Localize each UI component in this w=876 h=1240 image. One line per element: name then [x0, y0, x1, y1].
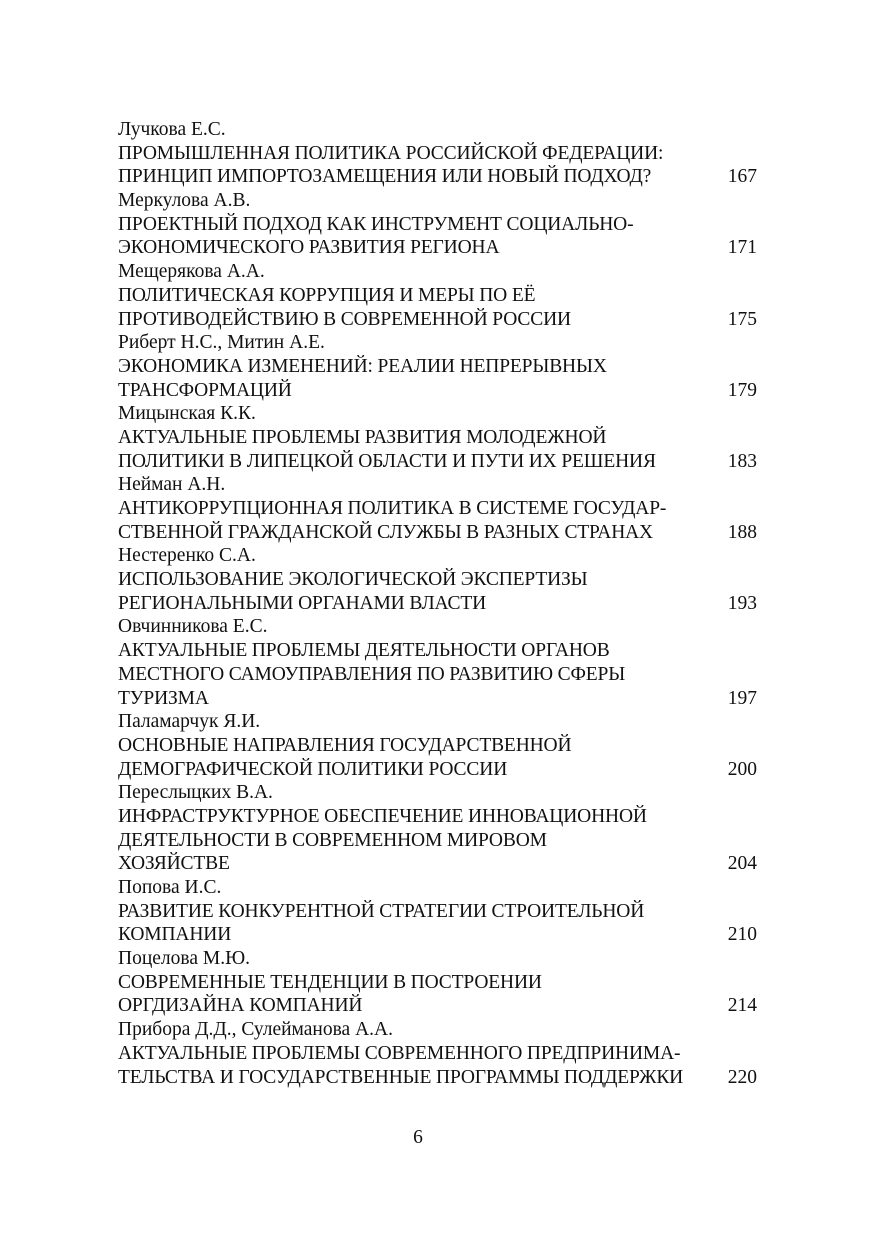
toc-entry-title-text: АКТУАЛЬНЫЕ ПРОБЛЕМЫ ДЕЯТЕЛЬНОСТИ ОРГАНОВ [118, 640, 610, 662]
toc-entry-author: Риберт Н.С., Митин А.Е. [118, 332, 325, 354]
toc-entry-title-line [118, 213, 758, 237]
toc-entry-title-line [118, 497, 758, 521]
toc-entry-title-text: СТВЕННОЙ ГРАЖДАНСКОЙ СЛУЖБЫ В РАЗНЫХ СТРАНАХ [118, 521, 653, 543]
toc-entry-title-text: ЭКОНОМИЧЕСКОГО РАЗВИТИЯ РЕГИОНА [118, 237, 500, 259]
toc-entry-title-line [118, 994, 758, 1018]
toc-entry [118, 331, 758, 402]
toc-entry-page-number: 175 [727, 308, 757, 330]
toc-entry-title-text: ПРОТИВОДЕЙСТВИЮ В СОВРЕМЕННОЙ РОССИИ [118, 308, 571, 330]
toc-entry-title-line [118, 663, 758, 687]
toc-entry [118, 947, 758, 1018]
toc-entry-title-line [118, 639, 758, 663]
toc-entry-page-number: 183 [727, 450, 757, 472]
toc-entry-author: Лучкова Е.С. [118, 119, 226, 140]
page-number-footer: 6 [413, 1127, 423, 1148]
toc-entry-title-line [118, 568, 758, 592]
toc-entry-page-number: 220 [727, 1066, 757, 1088]
toc-entry-title-line [118, 592, 758, 616]
toc-entry-title-text: ОРГДИЗАЙНА КОМПАНИЙ [118, 995, 363, 1017]
toc-entry [118, 781, 758, 876]
toc-entry-author: Поцелова М.Ю. [118, 948, 251, 970]
toc-entry [118, 118, 758, 189]
toc-entry-author: Переслыцких В.А. [118, 782, 273, 804]
toc-entry-title-text: МЕСТНОГО САМОУПРАВЛЕНИЯ ПО РАЗВИТИЮ СФЕРЫ [118, 663, 626, 685]
toc-entry-title-line [118, 142, 758, 166]
toc-entry-title-text: ПРИНЦИП ИМПОРТОЗАМЕЩЕНИЯ ИЛИ НОВЫЙ ПОДХОД? [118, 166, 652, 188]
toc-entry-title-line [118, 426, 758, 450]
toc-entry-title-text: ПРОЕКТНЫЙ ПОДХОД КАК ИНСТРУМЕНТ СОЦИАЛЬНО- [118, 213, 634, 235]
toc-entry-page-number: 171 [727, 237, 757, 259]
toc-entry-title-line [118, 450, 758, 474]
toc-entry-page-number: 204 [727, 853, 757, 875]
toc-entry [118, 473, 758, 544]
toc-entry-title-line [118, 308, 758, 332]
toc-entry-author: Нейман А.Н. [118, 474, 226, 496]
toc-entry-title-text: ДЕЯТЕЛЬНОСТИ В СОВРЕМЕННОМ МИРОВОМ [118, 829, 547, 851]
toc-entry-title-line [118, 379, 758, 403]
toc-entry [118, 544, 758, 615]
toc-entry [118, 876, 758, 947]
toc-entry-author: Меркулова А.В. [118, 190, 251, 212]
toc-entry-title-text: ПОЛИТИКИ В ЛИПЕЦКОЙ ОБЛАСТИ И ПУТИ ИХ РЕШЕНИЯ [118, 450, 656, 472]
toc-entry [118, 710, 758, 781]
toc-entry-author: Прибора Д.Д., Сулейманова А.А. [118, 1019, 393, 1041]
toc-entry [118, 402, 758, 473]
toc-entry-page-number: 200 [727, 758, 757, 780]
toc-entry-title-text: ТРАНСФОРМАЦИЙ [118, 379, 292, 401]
toc-entry-title-line [118, 355, 758, 379]
toc-entry-title-text: ТЕЛЬСТВА И ГОСУДАРСТВЕННЫЕ ПРОГРАММЫ ПОДДЕРЖКИ [118, 1066, 684, 1088]
toc-entry-page-number: 167 [727, 166, 757, 188]
toc-entry-page-number: 179 [727, 379, 757, 401]
toc-entry-title-line [118, 852, 758, 876]
toc-entry-title-line [118, 521, 758, 545]
toc-entry-title-line [118, 923, 758, 947]
toc-entry-title-line [118, 284, 758, 308]
table-of-contents [118, 118, 758, 1089]
toc-entry-author: Попова И.С. [118, 877, 222, 898]
toc-entry [118, 260, 758, 331]
toc-entry-title-text: ПРОМЫШЛЕННАЯ ПОЛИТИКА РОССИЙСКОЙ ФЕДЕРАЦИИ: [118, 142, 664, 164]
toc-entry-page-number: 197 [727, 687, 757, 709]
toc-entry-title-text: КОМПАНИИ [118, 924, 232, 946]
toc-entry-title-line [118, 687, 758, 711]
toc-entry-page-number: 193 [727, 592, 757, 614]
toc-entry-page-number: 214 [727, 995, 757, 1017]
toc-entry-title-text: ТУРИЗМА [118, 687, 209, 709]
toc-entry [118, 615, 758, 710]
toc-entry-title-text: РАЗВИТИЕ КОНКУРЕНТНОЙ СТРАТЕГИИ СТРОИТЕЛЬНОЙ [118, 900, 645, 922]
toc-entry-author: Овчинникова Е.С. [118, 616, 268, 638]
toc-entry-title-line [118, 1066, 758, 1090]
toc-entry-author: Нестеренко С.А. [118, 545, 256, 567]
toc-entry-title-line [118, 734, 758, 758]
toc-entry-title-line [118, 165, 758, 189]
toc-entry-title-text: ОСНОВНЫЕ НАПРАВЛЕНИЯ ГОСУДАРСТВЕННОЙ [118, 734, 572, 756]
toc-entry-page-number: 210 [727, 924, 757, 946]
toc-entry-title-text: АНТИКОРРУПЦИОННАЯ ПОЛИТИКА В СИСТЕМЕ ГОСУДАР- [118, 498, 667, 519]
toc-entry-title-text: ЭКОНОМИКА ИЗМЕНЕНИЙ: РЕАЛИИ НЕПРЕРЫВНЫХ [118, 355, 607, 377]
toc-entry-title-text: СОВРЕМЕННЫЕ ТЕНДЕНЦИИ В ПОСТРОЕНИИ [118, 971, 542, 993]
toc-entry-title-line [118, 900, 758, 924]
toc-entry-title-text: ДЕМОГРАФИЧЕСКОЙ ПОЛИТИКИ РОССИИ [118, 758, 508, 780]
toc-entry-page-number: 188 [727, 521, 757, 543]
toc-entry [118, 189, 758, 260]
toc-entry-title-line [118, 1042, 758, 1066]
toc-entry-title-text: ХОЗЯЙСТВЕ [118, 853, 230, 875]
toc-entry-title-text: ИНФРАСТРУКТУРНОЕ ОБЕСПЕЧЕНИЕ ИННОВАЦИОННОЙ [118, 805, 647, 827]
toc-entry-title-text: ПОЛИТИЧЕСКАЯ КОРРУПЦИЯ И МЕРЫ ПО ЕЁ [118, 284, 536, 306]
toc-entry-title-line [118, 829, 758, 853]
toc-entry-title-line [118, 758, 758, 782]
toc-entry-title-line [118, 805, 758, 829]
toc-entry-author: Мицынская К.К. [118, 403, 256, 425]
toc-entry [118, 1018, 758, 1089]
toc-entry-title-text: АКТУАЛЬНЫЕ ПРОБЛЕМЫ СОВРЕМЕННОГО ПРЕДПРИНИМА- [118, 1042, 681, 1064]
toc-entry-author: Паламарчук Я.И. [118, 711, 261, 733]
toc-entry-title-text: РЕГИОНАЛЬНЫМИ ОРГАНАМИ ВЛАСТИ [118, 592, 487, 614]
toc-entry-title-line [118, 971, 758, 995]
toc-entry-title-text: ИСПОЛЬЗОВАНИЕ ЭКОЛОГИЧЕСКОЙ ЭКСПЕРТИЗЫ [118, 569, 588, 591]
toc-entry-title-text: АКТУАЛЬНЫЕ ПРОБЛЕМЫ РАЗВИТИЯ МОЛОДЕЖНОЙ [118, 426, 607, 448]
toc-entry-title-line [118, 236, 758, 260]
toc-entry-author: Мещерякова А.А. [118, 261, 265, 283]
